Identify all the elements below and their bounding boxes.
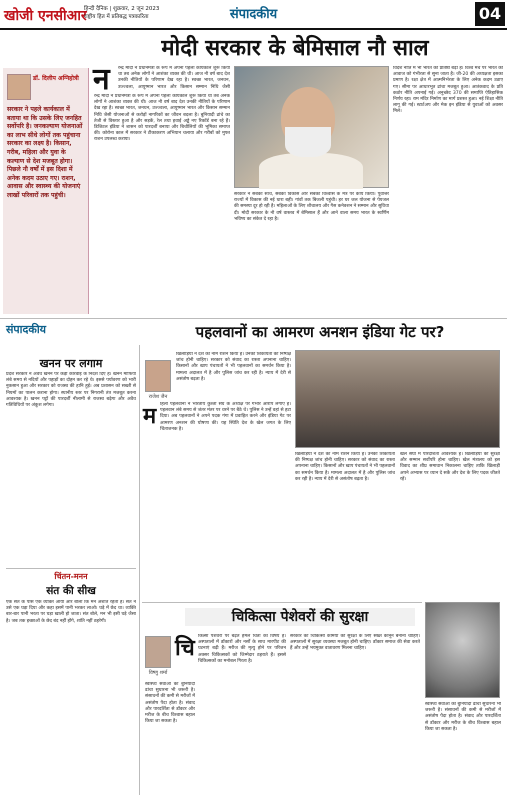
doctors-story-divider	[142, 602, 422, 603]
wrestlers-col-1: हिला पहलवानों ने भारतीय कुश्ती संघ के अध्यक्ष पर गंभीर आरोप लगाए हैं। पहलवान लंबे समय से जंतर मंतर पर धरने पर बैठे थे। पुलिस ने उन्हें वहां से हटा दिया। अब पहलवानों ने अपने पदक गंगा में प्रवाहित करने और इंडिया गेट पर आमरण अनशन की घोषणा की। यह स्थिति देश के खेल जगत के लिए चिंताजनक है।	[160, 402, 291, 432]
doctor-illustration	[425, 602, 500, 698]
sant-ki-seekh-subhead: संत की सीख	[46, 585, 96, 597]
sidebar-author: डॉ. दिलीप अग्निहोत्री	[33, 75, 79, 82]
logo-text: खोजी एनसीआर	[4, 7, 87, 24]
wrestlers-col-2: खिलाड़ियों ने देश का नाम रोशन किया है। उनकी शिकायतों की निष्पक्ष जांच होनी चाहिए। सरकार को संवाद का रास्ता अपनाना चाहिए। किसानों और खाप पंचायतों ने भी पहलवानों का समर्थन किया है। मामला अदालत में है और पुलिस जांच कर रही है। न्याय में देरी से असंतोष बढ़ता है।	[295, 452, 395, 482]
top-story-headline: मोदी सरकार के बेमिसाल नौ साल	[161, 36, 429, 61]
editorial-body: प्रदेश सरकार ने अवैध खनन पर कड़ी कार्रवाई के निर्देश दिए हैं। खनन माफिया लंबे समय से नदियों और पहाड़ों का दोहन कर रहे थे। इससे पर्यावरण को भारी नुकसान हुआ और सरकार को राजस्व की हानि हुई। अब प्रशासन को सख्ती से नियमों का पालन कराना होगा। स्थानीय स्तर पर निगरानी तंत्र मजबूत करना आवश्यक है। खनन पट्टों की पारदर्शी नीलामी से राजस्व बढ़ेगा और अवैध गतिविधियों पर अंकुश लगेगा।	[6, 372, 136, 409]
top-story-sidebar	[3, 68, 89, 314]
sidebar-quote: सरकार ने पहले कार्यकाल में बताया था कि उसके लिए जनहित सर्वोपरि है। जनकल्याण योजनाओं का लाभ सीधे लोगों तक पहुंचाना सरकार का लक्ष्य है। किसान, गरीब, महिला और युवा के कल्याण से देश मजबूत होगा। पिछले नौ वर्षों में इस दिशा में अनेक कदम उठाए गए। राशन, आवास और स्वास्थ्य की योजनाएं लाखों परिवारों तक पहुंची।	[7, 106, 83, 199]
column-divider	[139, 345, 140, 795]
editorial-box-divider	[6, 568, 136, 569]
wrestlers-col-3: खेल संघों में पारदर्शिता आवश्यक है। खिलाड़ियों की सुरक्षा और सम्मान सर्वोपरि होना चाहिए। खेल मंत्रालय को इस विवाद का शीघ्र समाधान निकालना चाहिए ताकि खिलाड़ी अपने अभ्यास पर ध्यान दे सकें और देश के लिए पदक जीतते रहें।	[400, 452, 500, 482]
author-photo	[7, 74, 31, 100]
page-number: 04	[475, 2, 505, 26]
top-story-dropcap: न	[93, 62, 110, 97]
protest-photo	[295, 350, 500, 448]
masthead-date-line: हिन्दी दैनिक | शुक्रवार, 2 जून 2023	[84, 6, 160, 12]
masthead	[0, 0, 507, 30]
editorial-subhead: खनन पर लगाम	[39, 357, 103, 370]
doctors-col-1: कित्सा पेशेवरों पर बढ़ते हमले चिंता का विषय हैं। अस्पतालों में डॉक्टरों और नर्सों के साथ मारपीट की घटनाएं बढ़ी हैं। मरीज की मृत्यु होने पर परिजन अक्सर चिकित्सकों को जिम्मेदार ठहराते हैं। इससे चिकित्सकों का मनोबल गिरता है।	[198, 634, 286, 664]
doctors-author-photo	[145, 636, 171, 668]
doctors-col-side: स्वास्थ्य सेवाओं का बुनियादी ढांचा सुधारना भी जरूरी है। संसाधनों की कमी से मरीजों में असंतोष पैदा होता है। संवाद और पारदर्शिता से डॉक्टर और मरीज के बीच विश्वास बहाल किया जा सकता है।	[145, 682, 195, 725]
masthead-tagline: राष्ट्रीय हित में प्रतिबद्ध पत्रकारिता	[84, 14, 149, 20]
chintan-manan-label: चिंतन-मनन	[54, 572, 88, 581]
page-section-title: संपादकीय	[229, 7, 278, 22]
doctors-col-2: सरकार को चिकित्सा कर्मियों की सुरक्षा के लिए सख्त कानून बनाना चाहिए। अस्पतालों में सुरक्षा व्यवस्था मजबूत होनी चाहिए। डॉक्टर समाज की सेवा करते हैं और उन्हें भयमुक्त वातावरण मिलना चाहिए।	[290, 634, 420, 652]
modi-photo	[234, 66, 389, 188]
sant-ki-seekh-body: एक संत के पास एक व्यक्ति आया और बोला कि मन अशांत रहता है। संत ने उसे एक घड़ा दिया और कहा इसमें पानी भरकर लाओ। घड़े में छेद था। व्यक्ति बार-बार पानी भरता पर घड़ा खाली हो जाता। संत बोले, मन भी इसी घड़े जैसा है। जब तक इच्छाओं के छेद बंद नहीं होंगे, शांति नहीं ठहरेगी।	[6, 600, 136, 624]
wrestlers-author-name: राजेश जैन	[148, 394, 168, 400]
doctors-headline: चिकित्सा पेशेवरों की सुरक्षा	[185, 608, 415, 626]
wrestlers-author-photo	[145, 360, 171, 392]
doctors-col-3: स्वास्थ्य सेवाओं का बुनियादी ढांचा सुधारना भी जरूरी है। संसाधनों की कमी से मरीजों में असंतोष पैदा होता है। संवाद और पारदर्शिता से डॉक्टर और मरीज के बीच विश्वास बहाल किया जा सकता है।	[425, 702, 501, 732]
editorial-section-label: संपादकीय	[6, 323, 47, 336]
top-story-col-1: रेन्द्र मोदी ने प्रधानमंत्री के रूप में अपना पहला कार्यकाल शुरू किया था तब अनेक लोगों ने आशंका व्यक्त की थी। आज नौ वर्ष बाद देश उनकी नीतियों के परिणाम देख रहा है। स्वच्छ भारत, जनधन, उज्ज्वला, आयुष्मान भारत और किसान सम्मान निधि जैसी योजनाओं से करोड़ों नागरिकों का जीवन बदला है। बुनियादी ढांचे का तेजी से विस्तार हुआ है और सड़कें, रेल तथा हवाई अड्डे नए रिकॉर्ड बना रहे हैं। डिजिटल इंडिया ने शासन को पारदर्शी बनाया और बिचौलियों की भूमिका समाप्त की। कोरोना काल में सरकार ने टीकाकरण अभियान चलाया और गरीबों को मुफ्त राशन उपलब्ध कराया।	[94, 94, 230, 143]
top-story-col-2: सरकार ने सबका साथ, सबका विकास और सबका विश्वास के मंत्र पर कार्य किया। पूर्वोत्तर राज्यों में विकास की नई धारा बही। गांवों तक बिजली पहुंची। हर घर जल योजना से पेयजल की समस्या दूर हो रही है। महिलाओं के लिए शौचालय और गैस कनेक्शन ने सम्मान और सुविधा दी। मोदी सरकार के नौ वर्ष वास्तव में बेमिसाल हैं और आने वाला समय भारत के स्वर्णिम भविष्य का संकेत दे रहा है।	[234, 192, 389, 222]
wrestlers-headline: पहलवानों का आमरण अनशन इंडिया गेट पर?	[195, 323, 445, 341]
doctors-author-name: विष्णु शर्मा	[148, 670, 168, 676]
doctors-dropcap: चि	[175, 636, 195, 661]
wrestlers-col-lead: खिलाड़ियों ने देश का नाम रोशन किया है। उनकी शिकायतों की निष्पक्ष जांच होनी चाहिए। सरकार को संवाद का रास्ता अपनाना चाहिए। किसानों और खाप पंचायतों ने भी पहलवानों का समर्थन किया है। मामला अदालत में है और पुलिस जांच कर रही है। न्याय में देरी से असंतोष बढ़ता है।	[176, 352, 291, 382]
photo-figure-beard	[285, 127, 331, 157]
photo-figure-body	[259, 153, 363, 189]
wrestlers-dropcap: म	[143, 404, 157, 429]
top-story-col-3: विदेश नीति में भी भारत की प्रतिष्ठा बढ़ी है। विश्व मंच पर भारत की आवाज को गंभीरता से सुना जाता है। जी-20 की अध्यक्षता इसका प्रमाण है। रक्षा क्षेत्र में आत्मनिर्भरता के लिए अनेक कदम उठाए गए। सीमा पर आधारभूत ढांचा मजबूत हुआ। आतंकवाद के प्रति कठोर नीति अपनाई गई। अनुच्छेद 370 की समाप्ति ऐतिहासिक निर्णय रहा। राम मंदिर निर्माण का मार्ग प्रशस्त हुआ। नई शिक्षा नीति लागू की गई। स्टार्टअप और मेक इन इंडिया से युवाओं को अवसर मिले।	[393, 66, 503, 115]
top-story-col-1-lead: रेन्द्र मोदी ने प्रधानमंत्री के रूप में अपना पहला कार्यकाल शुरू किया था तब अनेक लोगों ने आशंका व्यक्त की थी। आज नौ वर्ष बाद देश उनकी नीतियों के परिणाम देख रहा है। स्वच्छ भारत, जनधन, उज्ज्वला, आयुष्मान भारत और किसान सम्मान निधि जैसी	[118, 66, 230, 90]
